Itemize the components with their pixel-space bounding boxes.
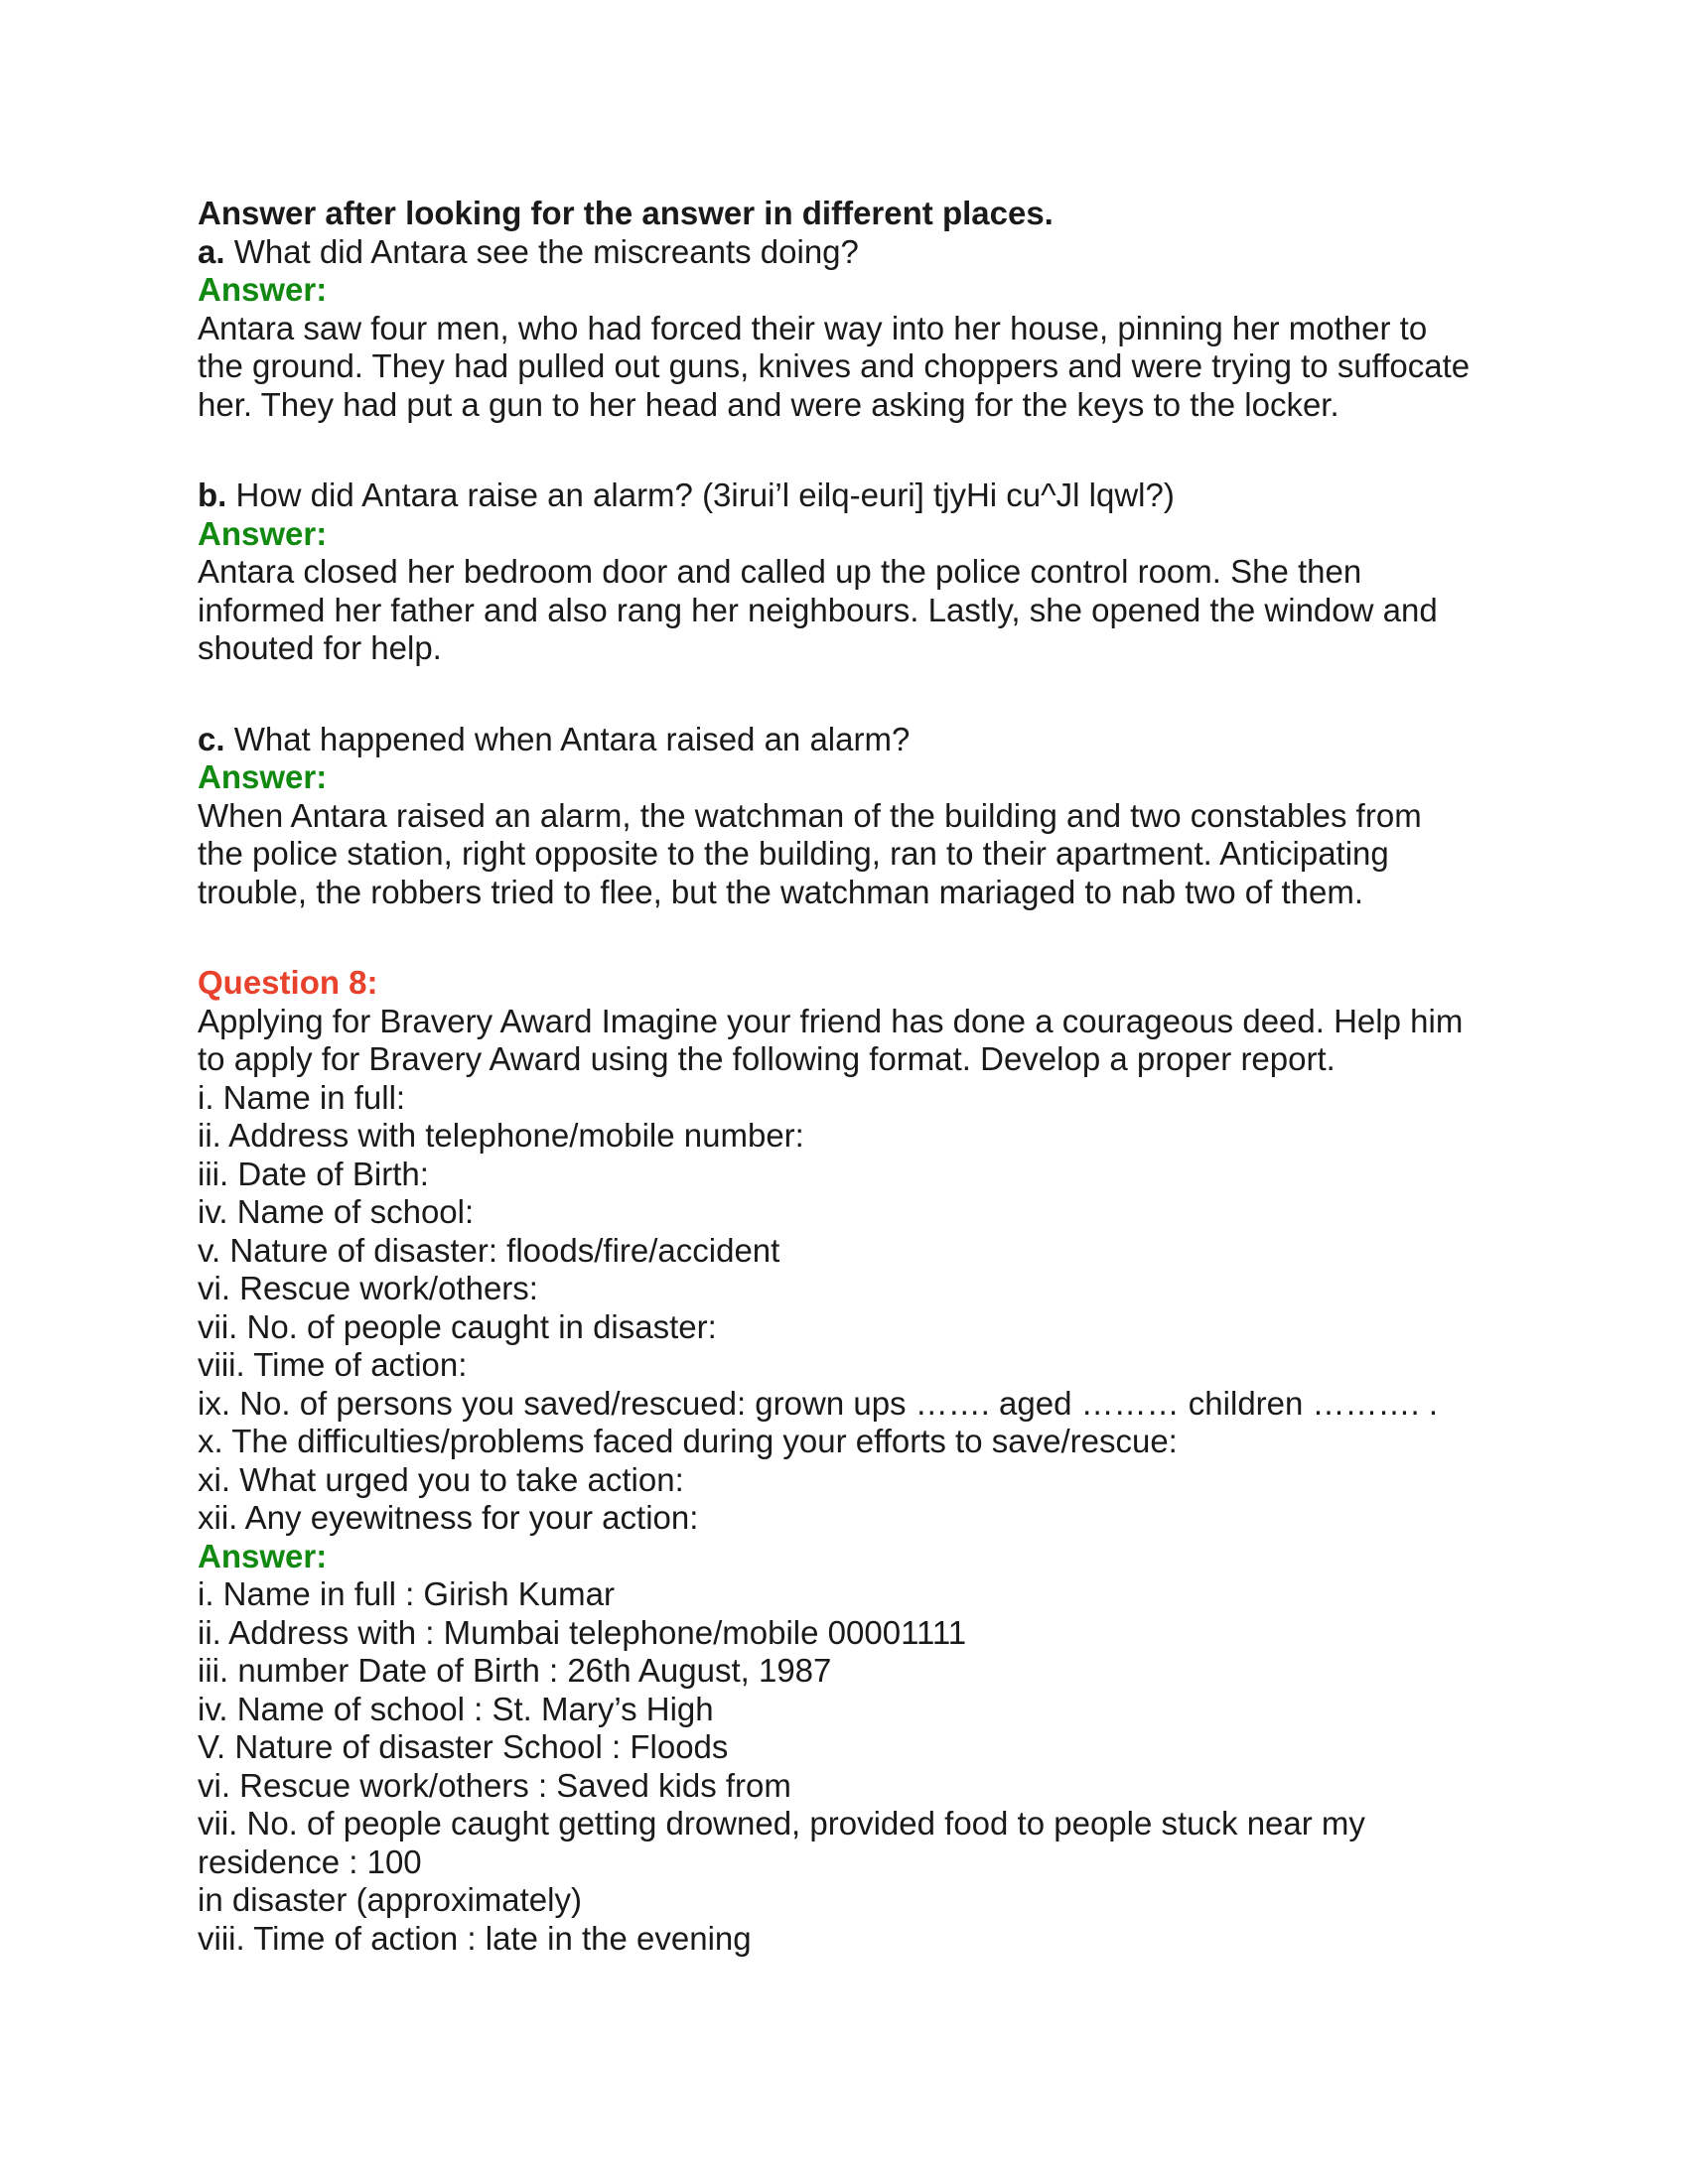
answer-line: the ground. They had pulled out guns, knives and choppers and were trying to suffocate xyxy=(198,347,1471,384)
format-item: ix. No. of persons you saved/rescued: grown ups ……. aged ……… children ………. . xyxy=(198,1384,1439,1422)
question-a xyxy=(198,233,1518,272)
answer-item: vii. No. of people caught getting drowned, provided food to people stuck near my xyxy=(198,1805,1365,1842)
question-marker: a. xyxy=(198,232,225,270)
qa-block-b xyxy=(198,477,1518,668)
answer-label: Answer: xyxy=(198,271,328,308)
question-b xyxy=(198,477,1518,515)
answer-label: Answer: xyxy=(198,1537,328,1574)
spacer xyxy=(198,424,1518,477)
answer-item: i. Name in full : Girish Kumar xyxy=(198,1575,615,1612)
answer-label: Answer: xyxy=(198,514,328,552)
format-item: vii. No. of people caught in disaster: xyxy=(198,1307,717,1345)
section-heading: Answer after looking for the answer in different places. xyxy=(198,195,1054,231)
answer-item: residence : 100 xyxy=(198,1843,422,1880)
question-8-title: Question 8: xyxy=(198,964,378,1001)
answer-line: informed her father and also rang her neighbours. Lastly, she opened the window and xyxy=(198,591,1438,628)
format-item: vi. Rescue work/others: xyxy=(198,1270,538,1306)
question-marker: b. xyxy=(198,477,227,513)
question-c xyxy=(198,721,1518,759)
format-item: i. Name in full: xyxy=(198,1078,406,1116)
question-8-intro-line: Applying for Bravery Award Imagine your friend has done a courageous deed. Help him xyxy=(198,1002,1464,1039)
format-item: xii. Any eyewitness for your action: xyxy=(198,1499,699,1536)
answer-line: When Antara raised an alarm, the watchman of the building and two constables from xyxy=(198,796,1422,834)
spacer xyxy=(198,911,1518,964)
answer-line: the police station, right opposite to the building, ran to their apartment. Anticipating xyxy=(198,835,1389,872)
question-8-block xyxy=(198,964,1518,1958)
format-item: viii. Time of action: xyxy=(198,1346,468,1383)
question-text: What did Antara see the miscreants doing? xyxy=(224,232,859,270)
spacer xyxy=(198,668,1518,721)
document-page xyxy=(198,195,1518,1958)
answer-item: iii. number Date of Birth : 26th August, 1987 xyxy=(198,1652,832,1689)
question-text: What happened when Antara raised an alarm? xyxy=(224,720,911,757)
format-item: x. The difficulties/problems faced during your efforts to save/rescue: xyxy=(198,1423,1178,1459)
format-item: ii. Address with telephone/mobile number: xyxy=(198,1117,804,1154)
answer-item: V. Nature of disaster School : Floods xyxy=(198,1728,729,1765)
answer-label: Answer: xyxy=(198,758,328,795)
format-item: v. Nature of disaster: floods/fire/accident xyxy=(198,1231,780,1269)
answer-item: in disaster (approximately) xyxy=(198,1881,582,1918)
answer-line: her. They had put a gun to her head and were asking for the keys to the locker. xyxy=(198,385,1339,423)
format-list xyxy=(198,1079,1518,1538)
answer-line: Antara closed her bedroom door and called up the police control room. She then xyxy=(198,553,1362,590)
question-8-intro-line: to apply for Bravery Award using the following format. Develop a proper report. xyxy=(198,1040,1336,1077)
answer-item: ii. Address with : Mumbai telephone/mobile 00001111 xyxy=(198,1613,967,1651)
format-item: xi. What urged you to take action: xyxy=(198,1460,684,1498)
answer-line: Antara saw four men, who had forced their way into her house, pinning her mother to xyxy=(198,309,1428,346)
answer-item: vi. Rescue work/others : Saved kids from xyxy=(198,1766,791,1804)
question-text: How did Antara raise an alarm? (3irui’l eilq-euri] tjyHi cu^Jl lqwl?) xyxy=(226,477,1175,513)
answer-item: viii. Time of action : late in the evening xyxy=(198,1919,752,1957)
answer-item: iv. Name of school : St. Mary’s High xyxy=(198,1690,714,1727)
format-item: iv. Name of school: xyxy=(198,1193,475,1230)
format-item: iii. Date of Birth: xyxy=(198,1155,429,1192)
answer-line: shouted for help. xyxy=(198,629,442,666)
question-marker: c. xyxy=(198,720,225,757)
qa-block-c xyxy=(198,721,1518,912)
qa-block-a xyxy=(198,233,1518,425)
answer-line: trouble, the robbers tried to flee, but the watchman mariaged to nab two of them. xyxy=(198,873,1363,910)
answer-list xyxy=(198,1575,1518,1958)
